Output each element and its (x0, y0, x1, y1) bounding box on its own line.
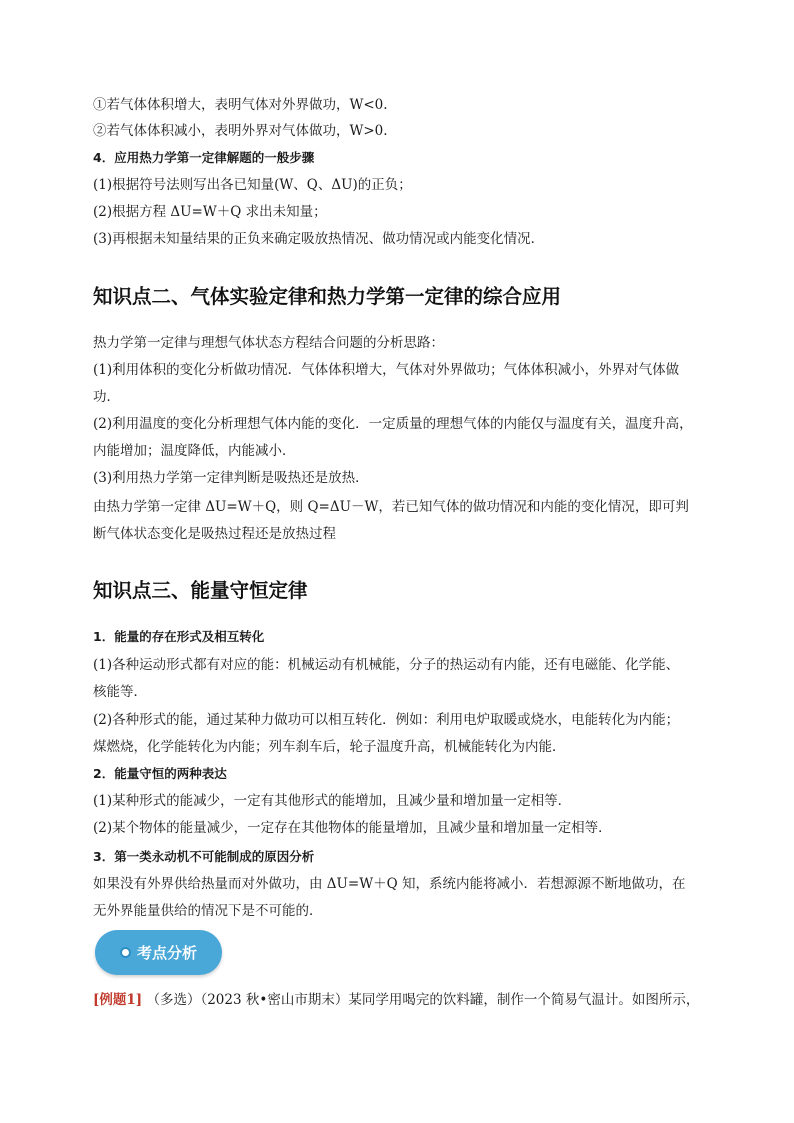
text-line: (2)利用温度的变化分析理想气体内能的变化．一定质量的理想气体的内能仅与温度有关，温度升高， (93, 416, 693, 432)
subsection-title: 2．能量守恒的两种表达 (93, 766, 227, 781)
text-line: 内能增加；温度降低，内能减小． (93, 443, 296, 459)
text-line: (1)利用体积的变化分析做功情况．气体体积增大，气体对外界做功；气体体积减小，外界对气体做 (93, 362, 680, 378)
section-heading: 知识点二、气体实验定律和热力学第一定律的综合应用 (93, 285, 562, 308)
text-line: (2)各种形式的能，通过某种力做功可以相互转化．例如：利用电炉取暖或烧水，电能转化为内能； (93, 712, 680, 728)
text-line: (1)各种运动形式都有对应的能：机械运动有机械能，分子的热运动有内能，还有电磁能、化学能、 (93, 657, 680, 673)
text-line: 热力学第一定律与理想气体状态方程结合问题的分析思路： (93, 335, 444, 351)
text-line: 核能等． (93, 684, 147, 700)
text-line: 煤燃烧，化学能转化为内能；列车刹车后，轮子温度升高，机械能转化为内能． (93, 739, 566, 755)
text-line: 无外界能量供给的情况下是不可能的． (93, 903, 323, 919)
text-line: 由热力学第一定律 ΔU=W＋Q，则 Q=ΔU－W，若已知气体的做功情况和内能的变化情况，即可判 (93, 499, 689, 515)
text-line: (2)根据方程 ΔU=W＋Q 求出未知量； (93, 204, 327, 220)
section-heading: 知识点三、能量守恒定律 (93, 579, 308, 602)
text-line: (1)某种形式的能减少，一定有其他形式的能增加，且减少量和增加量一定相等． (93, 793, 572, 809)
text-line: (1)根据符号法则写出各已知量(W、Q、ΔU)的正负； (93, 177, 412, 193)
text-line: (2)某个物体的能量减少，一定存在其他物体的能量增加，且减少量和增加量一定相等． (93, 820, 612, 836)
example-tag: [例题1] (93, 992, 143, 1008)
bullet-icon (120, 947, 131, 958)
text-line: ①若气体体积增大，表明气体对外界做功，W<0. (93, 97, 388, 113)
text-line: 断气体状态变化是吸热过程还是放热过程 (93, 526, 336, 542)
badge-label: 考点分析 (136, 944, 197, 962)
text-line: (3)利用热力学第一定律判断是吸热还是放热． (93, 470, 369, 486)
subsection-title: 4．应用热力学第一定律解题的一般步骤 (93, 150, 315, 165)
text-line: 如果没有外界供给热量而对外做功，由 ΔU=W＋Q 知，系统内能将减小．若想源源不断地做功，在 (93, 876, 686, 892)
text-line: (3)再根据未知量结果的正负来确定吸放热情况、做功情况或内能变化情况． (93, 231, 545, 247)
text-line: ②若气体体积减小，表明外界对气体做功，W>0. (93, 123, 388, 139)
example-text: （多选）（2023 秋•密山市期末）某同学用喝完的饮料罐，制作一个简易气温计。如图所示， (146, 992, 700, 1008)
subsection-title: 1．能量的存在形式及相互转化 (93, 629, 265, 644)
example-question (93, 990, 699, 1010)
subsection-title: 3．第一类永动机不可能制成的原因分析 (93, 849, 315, 864)
analysis-badge (95, 930, 222, 975)
text-line: 功． (93, 389, 120, 405)
